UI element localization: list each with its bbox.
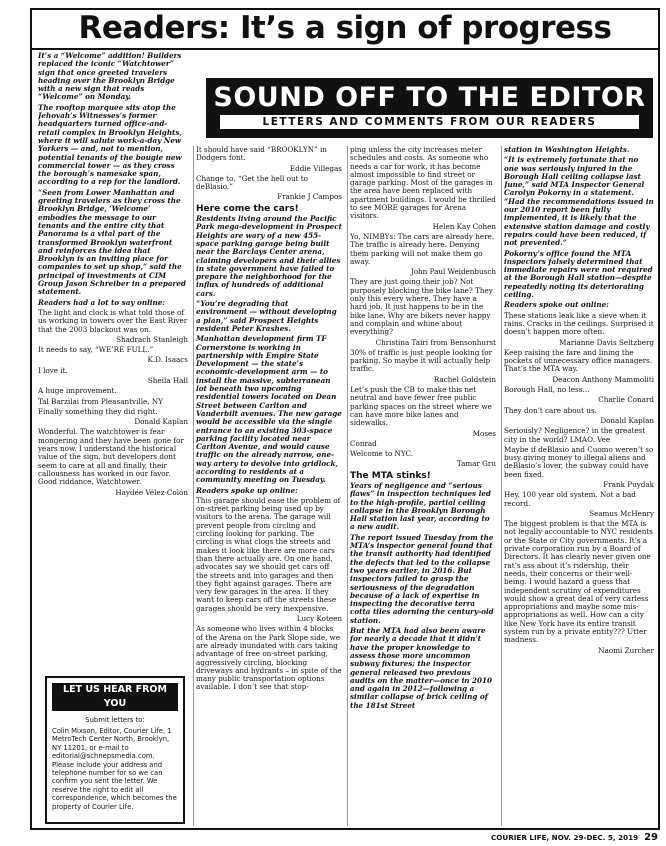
letter-signature: Tamar Gru xyxy=(456,459,496,469)
column-divider xyxy=(347,146,348,826)
headline-rule xyxy=(30,48,660,50)
letter-paragraph: The biggest problem is that the MTA is not legally accountable to NYC residents or the State or City governments. It’s a private corporation run by a Board of Directors. It has clearly never given one rat’s ass about it’s ridership, their needs, their concerns or their well-being. I would hazard a guess that independent scrutiny of expenditures would show a great deal of very carless appropriations and maybe some mis-appropriations as well. How can a city like New York have its entire transit system run by a private entity??? Utter madness. xyxy=(504,519,653,645)
article-paragraph: “It is extremely fortunate that no one was seriously injured in the Borough Hall ceiling collapse last June,” said MTA Inspector General Carolyn Pokorny in a statement. “Had the recommendations issued in our 2010 report been fully implemented, it is likely that the extensive station damage and costly repairs could have been reduced, if not prevented.” xyxy=(504,155,654,248)
letter-signature: Frankie J Campos xyxy=(277,192,342,202)
letter-paragraph: Let’s push the CB to make this net neutral and have fewer free public parking spaces on the street where we can have more bike lanes and sidewalks. xyxy=(350,385,492,428)
letters-submission-box xyxy=(45,676,185,824)
letter-signature: Marianne Davis Seltzberg xyxy=(559,337,654,347)
letter-paragraph: These stations leak like a sieve when it rains. Cracks in the ceilings. Surprised it doesn’t happen more often. xyxy=(504,310,654,337)
letter-paragraph: Hey, 100 year old system. Not a bad record. xyxy=(504,490,636,508)
article-paragraph: But the MTA had also been aware for nearly a decade that it didn’t have the proper knowledge to assess those more uncommon subway fixtures; the inspector general released two previous audits on the matter—once in 2010 and again in 2012—following a similar collapse of brick ceiling of the 181st Street xyxy=(350,626,493,710)
letter-paragraph: Keep raising the fare and lining the pockets of unnecessary office managers. That’s the MTA way. xyxy=(504,347,653,374)
letter-signature: Naomi Zurcher xyxy=(598,645,654,655)
article-paragraph: Readers spoke up online: xyxy=(196,485,298,495)
letter-signature: Deacon Anthony Mammoliti xyxy=(552,374,654,384)
letter-signature: Helen Kay Cohen xyxy=(432,221,496,231)
article-paragraph: “Seen from Lower Manhattan and greeting travelers as they cross the Brooklyn Bridge, ‘Welcome’ embodies the message to our tenants and the entire city that Panorama is a vital part of the transformed Brooklyn waterfront and reinforces the idea that Brooklyn is an inviting place for companies to set up shop,” said the principal of investments at CIM Group Jason Schreiber in a prepared statement. xyxy=(38,187,186,297)
letter-paragraph: I love it. xyxy=(38,365,68,375)
letter-signature: Donald Kaplan xyxy=(600,415,654,425)
letter-paragraph: It needs to say, “WE’RE FULL.” xyxy=(38,345,154,355)
article-paragraph: Readers spoke out online: xyxy=(504,300,609,310)
banner-subtitle: LETTERS AND COMMENTS FROM OUR READERS xyxy=(220,115,639,129)
article-paragraph: The report issued Tuesday from the MTA’s inspector general found that the transit authority had identified the defects that led to the collapse two years earlier, in 2016. But inspectors failed to grasp the seriousness of the degradation because of a lack of expertise in inspecting the decorative terra cotta tiles adorning the century-old station. xyxy=(350,532,494,625)
letter-paragraph: Finally something they did right. xyxy=(38,406,158,416)
letter-signature: Sheila Hall xyxy=(147,375,188,385)
letter-signature: Christina Tairi from Bensonhurst xyxy=(375,337,496,347)
letter-paragraph: The light and clock is what told those of us working in towers over the East River that the 2003 blackout was on. xyxy=(38,307,188,334)
page-number: 29 xyxy=(644,832,658,843)
column-divider xyxy=(193,146,194,826)
article-paragraph: Pokorny’s office found the MTA inspectors falsely determined that immediate repairs were not required at the Borough Hall station—despite repeatedly noting its deteriorating ceiling. xyxy=(504,248,653,300)
letter-signature: John Paul Weidenbusch xyxy=(410,267,496,277)
letters-box-body: Colin Mixson, Editor, Courier Life, 1 MetroTech Center North, Brooklyn, NY 11201, or e-mail to editorial@schnepsmedia.com. Please include your address and telephone number for so we can confirm you sent the letter. We reserve the right to edit all correspondence, which becomes the property of Courier Life. xyxy=(52,727,177,811)
column-1 xyxy=(38,52,188,670)
letter-signature: Seamus McHenry xyxy=(589,508,654,518)
letter-paragraph: Borough Hall, no less… xyxy=(504,385,590,395)
letter-paragraph: Wonderful. The watchtower is fear mongering and they have been gone for years now. I understand the historical value of the sign, but developers dont seem to care at all and finally, their callousness has worked in our favor. Good riddance, Watchtower. xyxy=(38,427,184,487)
page-headline: Readers: It’s a sign of progress xyxy=(78,10,612,46)
letter-paragraph: Yo, NIMBYs: The cars are already here. The traffic is already here. Denying them parking will not make them go away. xyxy=(350,231,495,266)
column-2 xyxy=(196,146,342,826)
letter-paragraph: Welcome to NYC. xyxy=(350,449,413,459)
letters-box-submit: Submit letters to: xyxy=(85,716,145,724)
letters-box-heading: LET US HEAR FROM YOU xyxy=(52,683,178,711)
letter-paragraph: They are just going their job? Not purposely blocking the bike lane? They only this every where. They have a hard job. It just happens to be in the bike lane. Why are bikers never happy and complain and whine about everything? xyxy=(350,277,493,337)
banner-title: SOUND OFF TO THE EDITOR xyxy=(213,82,646,113)
letter-paragraph: Change to, “Get the hell out to deBlasio.” xyxy=(196,173,308,192)
letter-paragraph: Conrad xyxy=(350,438,377,448)
section-heading: Here come the cars! xyxy=(196,203,299,214)
article-paragraph: Readers had a lot to say online: xyxy=(38,297,165,307)
column-4 xyxy=(504,146,654,826)
letter-paragraph: A huge improvement. xyxy=(38,386,117,396)
column-3 xyxy=(350,146,496,826)
article-paragraph: station in Washington Heights. xyxy=(504,146,630,154)
letter-paragraph: This garage should ease the problem of on-street parking being used up by visitors to the arena. The garage will prevent people from circling and circling looking for parking. The circling is what clogs the streets and makes it look like there are more cars than there actually are. On one hand, advocates say we should get cars off the streets and into garages and then they fight against garages. There are very few garages in the area. If they want to keep cars off the streets these garages should be very inexpensive. xyxy=(196,495,341,613)
letter-signature: Haydée Vélez-Colón xyxy=(115,487,188,497)
letter-signature: Rachel Goldstein xyxy=(433,374,496,384)
article-paragraph: Residents living around the Pacific Park mega-development in Prospect Heights are wary of a new 455-space parking garage being built near the Barclays Center arena, claiming developers and their allies in state government have failed to prepare the neighborhood for the influx of hundreds of additional cars. xyxy=(196,214,342,298)
letter-paragraph: Maybe if deBlasio and Cuomo weren’t so busy giving money to illegal aliens and deBlasio’s lover, the subway could have been fixed. xyxy=(504,444,654,479)
letter-paragraph: ping unless the city increases meter schedules and costs. As someone who needs a car for work, it has become almost impossible to find street or garage parking. Most of the garages in the area have been replaced with apartment buildings. I would be thrilled to see MORE garages for Arena visitors. xyxy=(350,146,496,221)
column-divider xyxy=(501,146,502,826)
letter-signature: Frank Puydak xyxy=(603,479,654,489)
footer-publication: COURIER LIFE, NOV. 29-DEC. 5, 2019 xyxy=(490,833,639,842)
letter-paragraph: They don’t care about us. xyxy=(504,405,597,415)
letter-paragraph: As someone who lives within 4 blocks of the Arena on the Park Slope side, we are already inundated with cars taking advantage of free on-street parking, aggressively circling, blocking driveways and hydrants – in spite of the many public transportation options available. I don’t see that stop- xyxy=(196,624,342,692)
letter-signature: Charlie Conard xyxy=(598,395,654,405)
section-heading: The MTA stinks! xyxy=(350,470,431,481)
article-paragraph: Years of negligence and “serious flaws” in inspection techniques led to the high-profile, partial ceiling collapse in the Brooklyn Borough Hall station last year, according to a new audit. xyxy=(350,480,491,532)
letter-signature: Shadrach Stanleigh xyxy=(116,334,188,344)
letter-signature: Moses xyxy=(472,428,496,438)
letter-signature: Eddie Villegas xyxy=(289,163,342,173)
article-paragraph: Manhattan development firm TF Cornerstone is working in partnership with Empire State Development — the state’s economic-development arm — to install the massive, subterranean lot beneath two upcoming residential towers located on Dean Street between Carlton and Vanderbilt avenues. The new garage would be accessible via the single entrance to an existing 303-space parking facility located near Carlton Avenue, and would cause traffic on the already narrow, one-way artery to devolve into gridlock, according to residents at a community meeting on Tuesday. xyxy=(196,334,342,485)
article-paragraph: The rooftop marquee sits atop the Jehovah’s Witnesses’s former headquarters turned office-and-retail complex in Brooklyn Heights, where it will salute work-a-day New Yorkers — and, not to mention, potential tenants of the bougie new commercial tower — as they cross the borough’s namesake span, according to a rep for the landlord. xyxy=(38,102,182,187)
letter-paragraph: Tal Barzilai from Pleasantville, NY xyxy=(38,396,163,406)
letter-paragraph: It should have said “BROOKLYN” in Dodgers font. xyxy=(196,146,327,163)
sound-off-banner xyxy=(206,78,653,138)
letter-signature: Donald Kaplan xyxy=(134,417,188,427)
letter-signature: Lucy Koteen xyxy=(296,614,342,624)
letter-signature: K.D. Isaacs xyxy=(147,355,188,365)
letter-paragraph: Seriously? Negligence? in the greatest city in the world? LMAO. Vee xyxy=(504,426,646,444)
article-paragraph: “You’re degrading that environment — without developing a plan,” said Prospect Heights resident Peter Krashes. xyxy=(196,299,337,333)
letter-paragraph: 30% of traffic is just people looking for parking. So maybe it will actually help traffic. xyxy=(350,347,493,374)
article-paragraph: It’s a “Welcome” addition! Builders replaced the iconic “Watchtower” sign that once greeted travelers heading over the Brooklyn Bridge with a new sign that reads “Welcome” on Monday. xyxy=(38,52,182,102)
page-footer xyxy=(400,832,658,844)
